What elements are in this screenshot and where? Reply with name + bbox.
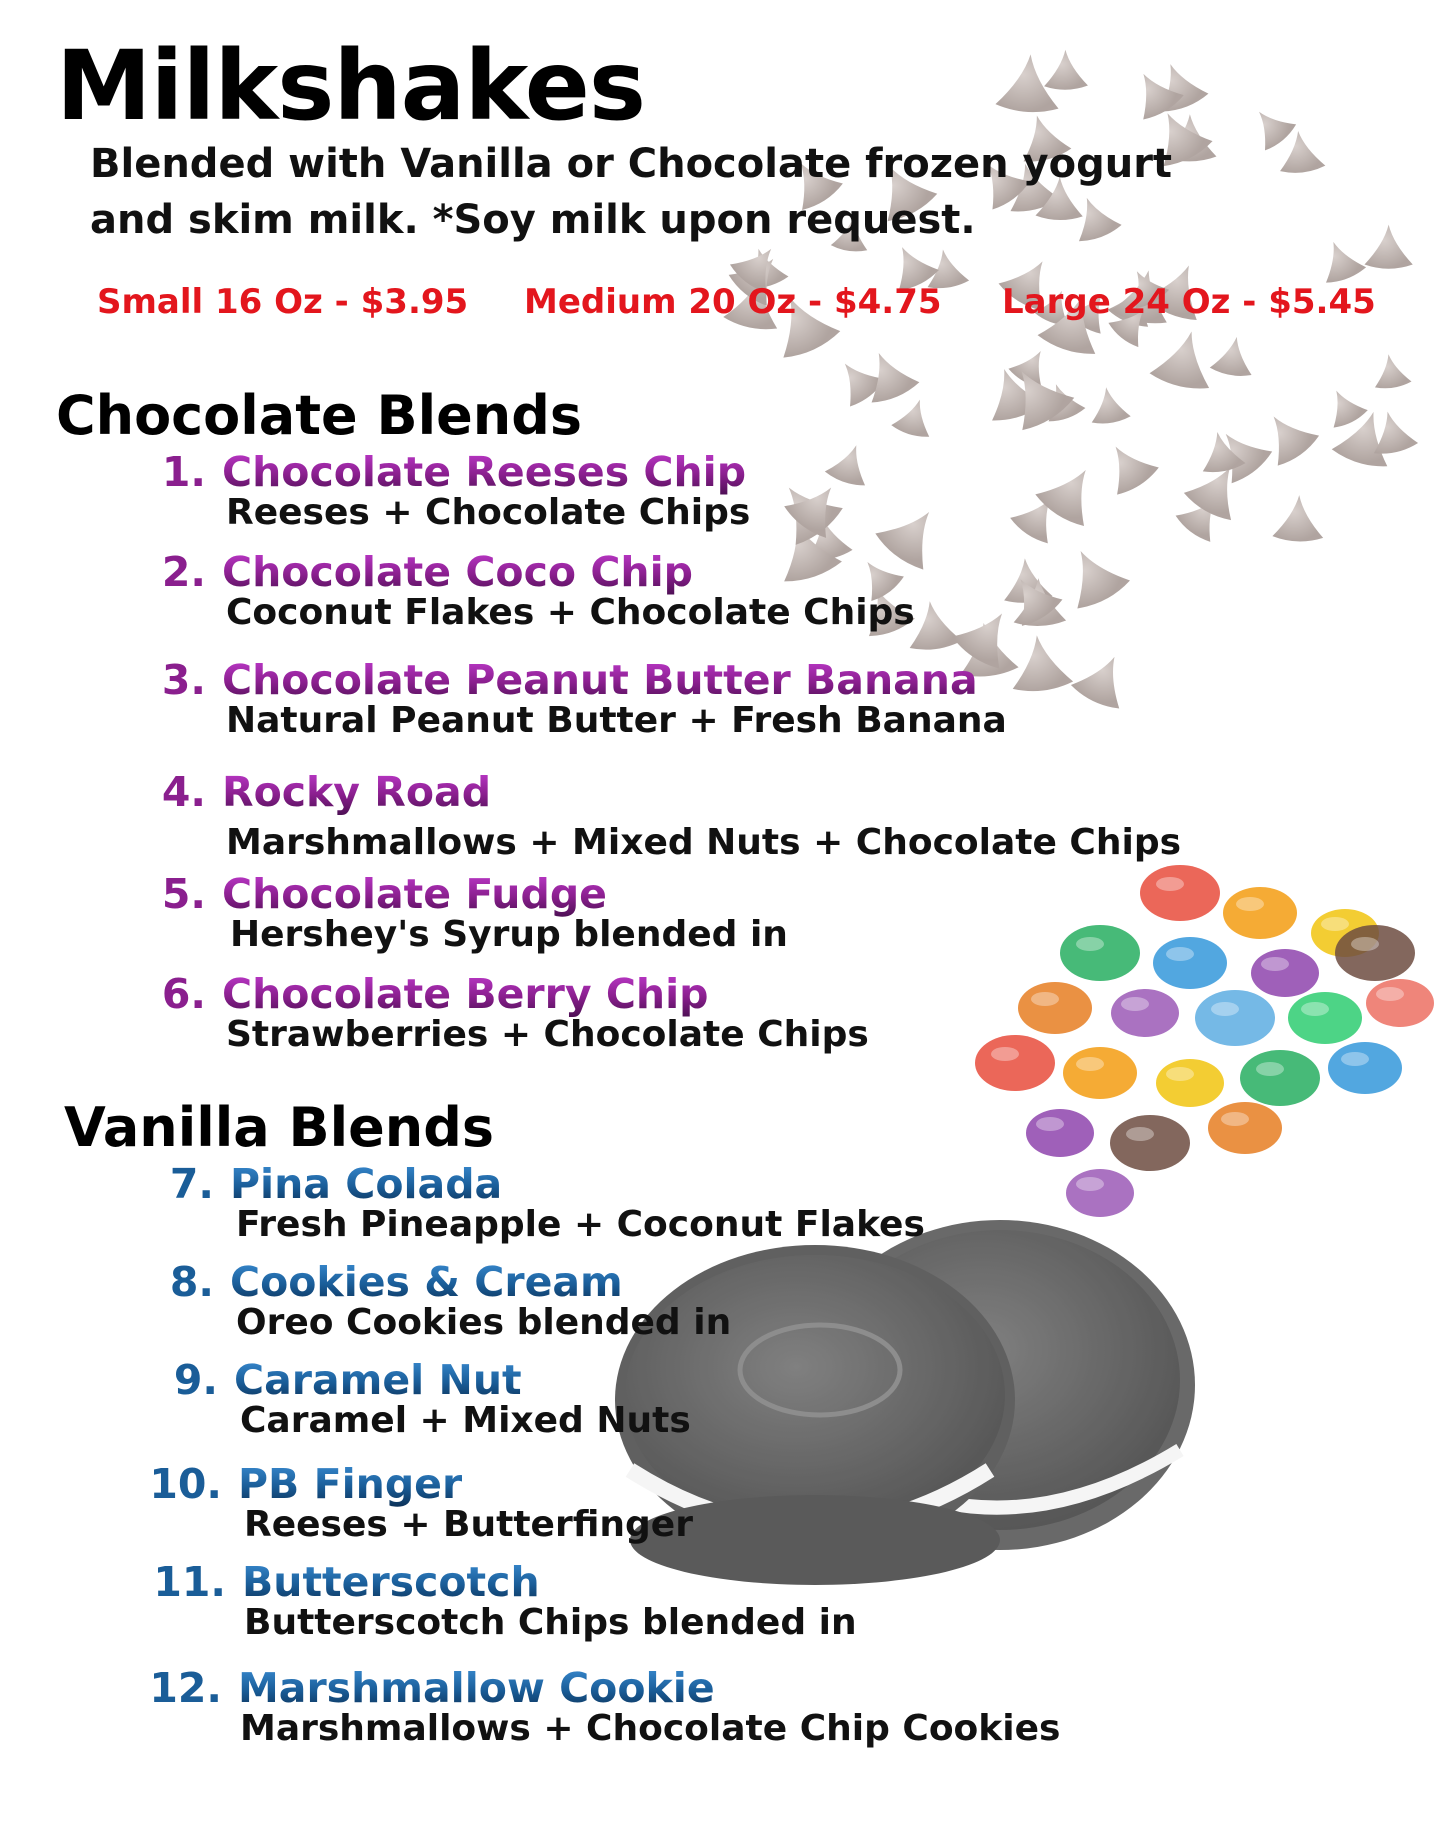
menu-item: [144, 1356, 691, 1441]
item-description: Caramel + Mixed Nuts: [240, 1400, 691, 1441]
candy-highlight: [1376, 987, 1404, 1001]
vanilla-blends-heading: Vanilla Blends: [64, 1096, 495, 1159]
chocolate-chip: [824, 438, 877, 489]
item-description: Reeses + Chocolate Chips: [226, 492, 751, 533]
candy: [1063, 1047, 1137, 1099]
item-description: Oreo Cookies blended in: [236, 1302, 732, 1343]
candy: [1288, 992, 1362, 1044]
candy: [1110, 1115, 1190, 1171]
candy-highlight: [1166, 947, 1194, 961]
item-description: Marshmallows + Chocolate Chip Cookies: [240, 1708, 1061, 1749]
chocolate-chip: [1319, 382, 1369, 431]
menu-item: [152, 1558, 857, 1643]
candy: [1026, 1109, 1094, 1157]
menu-item: [156, 448, 750, 533]
subtitle-line-2: and skim milk. *Soy milk upon request.: [90, 197, 976, 243]
item-name: Cookies & Cream: [230, 1258, 623, 1306]
item-number: 10.: [149, 1460, 222, 1508]
menu-item: [156, 656, 1007, 741]
item-name: Chocolate Coco Chip: [222, 548, 693, 596]
item-name: Pina Colada: [230, 1160, 503, 1208]
item-name: Chocolate Fudge: [222, 870, 607, 918]
candy: [1208, 1102, 1282, 1154]
chocolate-chip: [1272, 494, 1324, 542]
menu-item: [156, 548, 915, 633]
candy-highlight: [1351, 937, 1379, 951]
item-name: Chocolate Berry Chip: [222, 970, 709, 1018]
candy: [1240, 1050, 1320, 1106]
item-name: Marshmallow Cookie: [238, 1664, 715, 1712]
candy-highlight: [1076, 937, 1104, 951]
item-name: Butterscotch: [242, 1558, 540, 1606]
item-name: Chocolate Peanut Butter Banana: [222, 656, 978, 704]
candy-highlight: [1126, 1127, 1154, 1141]
chocolate-chip: [1069, 645, 1139, 713]
candy: [1153, 937, 1227, 989]
candy-highlight: [1341, 1052, 1369, 1066]
chocolate-chip: [1007, 632, 1074, 694]
item-description: Butterscotch Chips blended in: [244, 1602, 857, 1643]
menu-item: [156, 870, 788, 955]
chocolate-chip: [890, 394, 939, 440]
item-name: Caramel Nut: [234, 1356, 522, 1404]
candy: [1195, 990, 1275, 1046]
chocolate-chip: [1364, 225, 1412, 269]
candy-highlight: [1076, 1177, 1104, 1191]
chocolate-chip: [1243, 99, 1298, 153]
candy-highlight: [1156, 877, 1184, 891]
size-price-medium: Medium 20 Oz - $4.75: [524, 282, 942, 322]
candy-coated-chocolates-image: [975, 865, 1434, 1217]
item-number: 9.: [173, 1356, 218, 1404]
item-description: Strawberries + Chocolate Chips: [226, 1014, 869, 1055]
candy: [1060, 925, 1140, 981]
chocolate-blends-heading: Chocolate Blends: [56, 384, 582, 447]
candy-highlight: [1236, 897, 1264, 911]
candy: [975, 1035, 1055, 1091]
chocolate-chip: [1148, 324, 1221, 393]
candy: [1156, 1059, 1224, 1107]
candy-highlight: [1076, 1057, 1104, 1071]
menu-subtitle: [90, 136, 1240, 248]
menu-item: [156, 970, 869, 1055]
candy-highlight: [1261, 957, 1289, 971]
subtitle-line-1: Blended with Vanilla or Chocolate frozen yogurt: [90, 141, 1173, 187]
candy: [1066, 1169, 1134, 1217]
item-number: 11.: [153, 1558, 226, 1606]
menu-item: [156, 768, 1181, 863]
chocolate-chip: [781, 472, 852, 542]
candy: [1223, 887, 1297, 939]
candy: [1328, 1042, 1402, 1094]
chocolate-chip: [1054, 537, 1132, 613]
chocolate-chip: [1043, 49, 1088, 90]
candy-highlight: [1256, 1062, 1284, 1076]
item-number: 8.: [169, 1258, 214, 1306]
candy-highlight: [1301, 1002, 1329, 1016]
candy: [1366, 979, 1434, 1027]
item-name: PB Finger: [238, 1460, 463, 1508]
candy-highlight: [1166, 1067, 1194, 1081]
item-description: Coconut Flakes + Chocolate Chips: [226, 592, 915, 633]
item-number: 2.: [161, 548, 206, 596]
chocolate-chip: [1087, 384, 1132, 426]
item-name: Chocolate Reeses Chip: [222, 448, 747, 496]
item-description: Marshmallows + Mixed Nuts + Chocolate Chips: [226, 822, 1182, 863]
candy-highlight: [1221, 1112, 1249, 1126]
item-name: Rocky Road: [222, 768, 492, 816]
menu-item: [140, 1258, 731, 1343]
candy-highlight: [1031, 992, 1059, 1006]
size-price-small: Small 16 Oz - $3.95: [97, 282, 469, 322]
menu-title: Milkshakes: [56, 30, 645, 142]
item-number: 5.: [161, 870, 206, 918]
chocolate-chip: [1313, 234, 1367, 286]
item-number: 1.: [161, 448, 206, 496]
candy: [1111, 989, 1179, 1037]
item-description: Reeses + Butterfinger: [244, 1504, 693, 1545]
chocolate-chip: [1209, 333, 1258, 379]
item-number: 4.: [161, 768, 206, 816]
candy: [1018, 982, 1092, 1034]
item-number: 7.: [169, 1160, 214, 1208]
item-number: 3.: [161, 656, 206, 704]
candy-highlight: [1321, 917, 1349, 931]
candy-highlight: [1036, 1117, 1064, 1131]
item-number: 12.: [149, 1664, 222, 1712]
menu-item: [140, 1160, 925, 1245]
item-description: Hershey's Syrup blended in: [230, 914, 788, 955]
size-price-large: Large 24 Oz - $5.45: [1002, 282, 1376, 322]
item-description: Natural Peanut Butter + Fresh Banana: [226, 700, 1007, 741]
candy: [1251, 949, 1319, 997]
menu-item: [148, 1460, 693, 1545]
chocolate-chip: [1370, 351, 1412, 390]
chocolate-chip: [1095, 433, 1161, 498]
candy-highlight: [991, 1047, 1019, 1061]
candy-highlight: [1121, 997, 1149, 1011]
candy: [1335, 925, 1415, 981]
candy-highlight: [1211, 1002, 1239, 1016]
candy: [1140, 865, 1220, 921]
menu-item: [148, 1664, 1060, 1749]
item-number: 6.: [161, 970, 206, 1018]
item-description: Fresh Pineapple + Coconut Flakes: [236, 1204, 925, 1245]
